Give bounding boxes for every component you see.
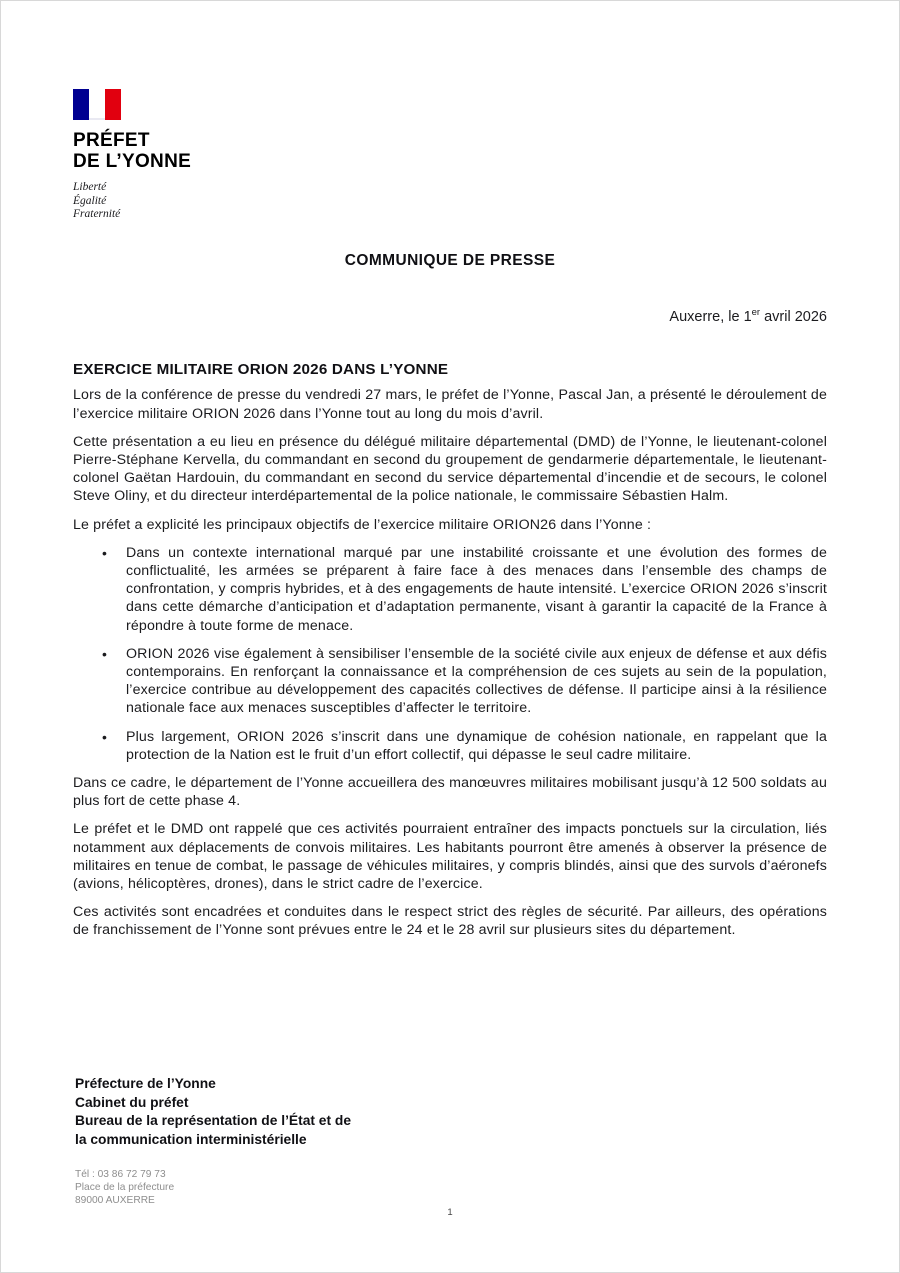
contact-address-2: 89000 AUXERRE: [75, 1195, 155, 1207]
motto-fraternite: Fraternité: [73, 208, 121, 220]
dateline-suffix: avril 2026: [760, 308, 827, 325]
bullet-text-2: ORION 2026 vise également à sensibiliser l’ensemble de la société civile aux enjeux de défense et aux défis contemporains. En renforçant la connaissance et la compréhension de ces sujets au sein de la population, l’exercice contribue au développement des capacités collectives de défense. Il participe ainsi à la résilience nationale face aux menaces susceptibles d’affecter le territoire.: [126, 645, 827, 717]
dateline: [73, 307, 827, 325]
bullet-text-3: Plus largement, ORION 2026 s’inscrit dans une dynamique de cohésion nationale, en rappelant que la protection de la Nation est le fruit d’un effort collectif, qui dépasse le seul cadre militaire.: [126, 728, 827, 763]
gov-logo: [73, 1, 827, 222]
logo-prefect-name: [73, 130, 827, 172]
press-release-title: COMMUNIQUE DE PRESSE: [344, 251, 556, 269]
bullet-marker: •: [102, 544, 107, 561]
bullet-list: [73, 544, 827, 764]
dateline-prefix: Auxerre, le 1: [669, 308, 752, 325]
dateline-ordinal: er: [751, 306, 761, 318]
logo-name-line1: PRÉFET: [73, 130, 150, 151]
signature-line-1: Préfecture de l’Yonne: [75, 1076, 216, 1091]
motto-egalite: Égalité: [73, 194, 107, 207]
bullet-marker: •: [102, 728, 107, 745]
contact-address-1: Place de la préfecture: [75, 1182, 175, 1194]
contact-info: [75, 1168, 174, 1208]
bullet-item-1: [73, 544, 827, 635]
paragraph-6: Ces activités sont encadrées et conduites dans le respect strict des règles de sécurité. Par ailleurs, des opérations de franchissement de l’Yonne sont prévues entre le 24 et le 28 avril sur plusieurs sites du département.: [73, 904, 827, 939]
french-flag-icon: [73, 89, 121, 120]
motto-liberte: Liberté: [73, 181, 107, 193]
signature-line-2: Cabinet du préfet: [75, 1094, 189, 1110]
flag-stripe-red: [105, 89, 121, 120]
paragraph-3: Le préfet a explicité les principaux objectifs de l’exercice militaire ORION26 dans l’Yonne :: [73, 516, 652, 533]
bullet-text-1: Dans un contexte international marqué par une instabilité croissante et une évolution des formes de conflictualité, les armées se préparent à faire face à des menaces dans l’ensemble des champs de confrontation, y compris hybrides, et à des engagements de haute intensité. L’exercice ORION 2026 s’inscrit dans cette démarche d’anticipation et d’adaptation permanente, visant à garantir la capacité de la France à répondre à toute forme de menace.: [126, 544, 827, 634]
page-number: 1: [447, 1207, 453, 1218]
signature-line-3: Bureau de la représentation de l’État et de: [75, 1113, 352, 1128]
logo-name-line2: DE L’YONNE: [73, 151, 192, 172]
logo-motto: [73, 181, 827, 222]
paragraph-4: Dans ce cadre, le département de l’Yonne accueillera des manœuvres militaires mobilisant jusqu’à 12 500 soldats au plus fort de cette phase 4.: [73, 774, 827, 810]
paragraph-2: Cette présentation a eu lieu en présence du délégué militaire départemental (DMD) de l’Yonne, le lieutenant-colonel Pierre-Stéphane Kervella, du commandant en second du groupement de gendarmerie départementale, le lieutenant-colonel Gaëtan Hardouin, du commandant en second du service départemental d’incendie et de secours, le colonel Steve Oliny, et du directeur interdépartemental de la police nationale, le commissaire Sébastien Halm.: [73, 433, 827, 505]
contact-phone: Tél : 03 86 72 79 73: [75, 1169, 166, 1180]
flag-stripe-blue: [73, 89, 89, 120]
signature-block: [75, 1075, 351, 1149]
paragraph-5: Le préfet et le DMD ont rappelé que ces activités pourraient entraîner des impacts ponctuels sur la circulation, liés notamment aux déplacements de convois militaires. Les habitants pourront être amenés à observer la présence de militaires en tenue de combat, le passage de véhicules militaires, y compris blindés, ainsi que des survols d’aéronefs (avions, hélicoptères, drones), dans le strict cadre de l’exercice.: [73, 821, 827, 892]
bullet-item-3: [73, 728, 827, 764]
bullet-marker: •: [102, 645, 107, 662]
paragraph-1: Lors de la conférence de presse du vendredi 27 mars, le préfet de l’Yonne, Pascal Jan, a présenté le déroulement de l’exercice militaire ORION 2026 dans l’Yonne tout au long du mois d’avril.: [73, 387, 827, 422]
document-heading: EXERCICE MILITAIRE ORION 2026 DANS L’YONNE: [73, 361, 449, 379]
bullet-item-2: [73, 645, 827, 718]
flag-stripe-white: [89, 89, 105, 120]
signature-line-4: la communication interministérielle: [75, 1131, 307, 1147]
